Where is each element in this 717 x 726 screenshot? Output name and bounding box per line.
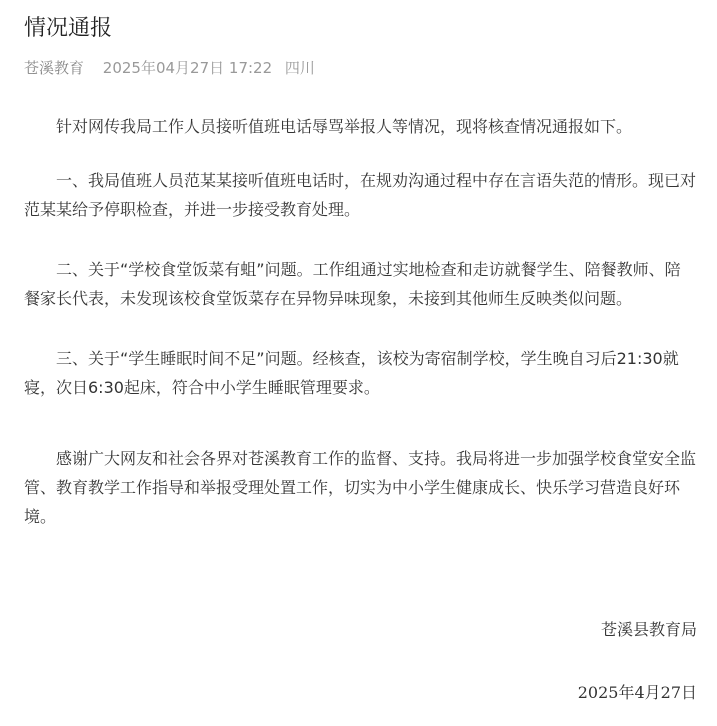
article-title: 情况通报 bbox=[24, 16, 113, 41]
article-meta bbox=[24, 58, 315, 78]
paragraph-item-1: 一、我局值班人员范某某接听值班电话时，在规劝沟通过程中存在言语失范的情形。现已对范某某给予停职检查，并进一步接受教育处理。 bbox=[24, 171, 697, 219]
ip-location: 四川 bbox=[284, 59, 315, 77]
paragraph-item-3: 三、关于“学生睡眠时间不足”问题。经核查，该校为寄宿制学校，学生晚自习后21:30就寝，次日6:30起床，符合中小学生睡眠管理要求。 bbox=[24, 349, 679, 397]
paragraph-intro: 针对网传我局工作人员接听值班电话辱骂举报人等情况，现将核查情况通报如下。 bbox=[56, 117, 633, 136]
signature-org: 苍溪县教育局 bbox=[600, 620, 697, 639]
paragraph-item-2: 二、关于“学校食堂饭菜有蛆”问题。工作组通过实地检查和走访就餐学生、陪餐教师、陪餐家长代表，未发现该校食堂饭菜存在异物异味现象，未接到其他师生反映类似问题。 bbox=[24, 260, 681, 308]
publish-time: 2025年04月27日 17:22 bbox=[102, 59, 273, 77]
paragraph-closing: 感谢广大网友和社会各界对苍溪教育工作的监督、支持。我局将进一步加强学校食堂安全监管、教育教学工作指导和举报受理处置工作，切实为中小学生健康成长、快乐学习营造良好环境。 bbox=[24, 449, 697, 526]
signature-date: 2025年4月27日 bbox=[577, 683, 697, 702]
account-name-link[interactable]: 苍溪教育 bbox=[24, 59, 85, 77]
